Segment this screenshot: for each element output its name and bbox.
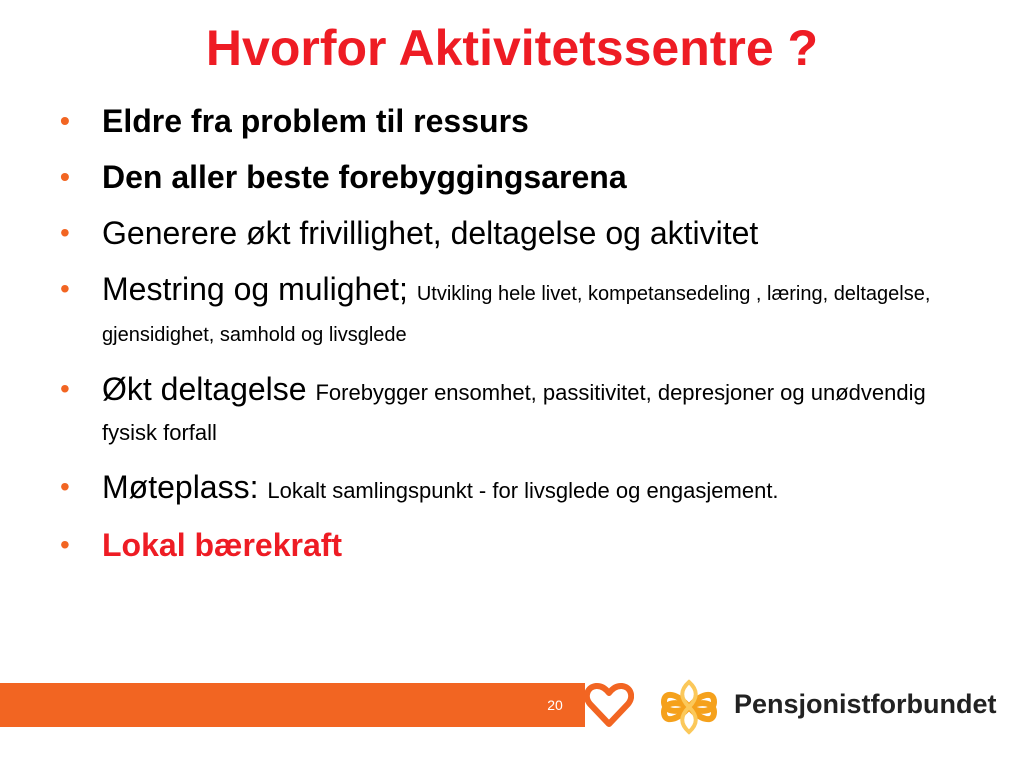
bullet-item xyxy=(60,526,980,564)
bullet-dot-icon: • xyxy=(60,529,70,560)
bullet-text: Mestring og mulighet; xyxy=(102,271,408,307)
footer-bar xyxy=(0,683,585,727)
bullet-item xyxy=(60,468,980,508)
bullet-item xyxy=(60,102,980,140)
bullet-subtext: Lokalt samlingspunkt - for livsglede og engasjement. xyxy=(267,478,779,503)
bullet-text: Den aller beste forebyggingsarena xyxy=(102,159,627,195)
bullet-item xyxy=(60,158,980,196)
bullet-text: Møteplass: xyxy=(102,469,259,505)
bullet-dot-icon: • xyxy=(60,273,70,304)
bullet-item xyxy=(60,214,980,252)
logo-emblem-icon xyxy=(656,676,722,738)
bullet-subtext: Forebygger ensomhet, passitivitet, depresjoner og unødvendig fysisk forfall xyxy=(102,380,926,445)
bullet-subtext: Utvikling hele livet, kompetansedeling , læring, deltagelse, gjensidighet, samhold og livsglede xyxy=(102,283,931,346)
bullet-dot-icon: • xyxy=(60,105,70,136)
slide-title: Hvorfor Aktivitetssentre ? xyxy=(205,20,819,76)
page-number: 20 xyxy=(547,697,563,713)
bullet-text: Lokal bærekraft xyxy=(102,527,343,563)
bullet-dot-icon: • xyxy=(60,373,70,404)
bullet-list xyxy=(60,102,980,582)
organization-name: Pensjonistforbundet xyxy=(734,689,997,719)
bullet-text: Økt deltagelse xyxy=(102,371,307,407)
bullet-dot-icon: • xyxy=(60,161,70,192)
heart-icon xyxy=(584,682,634,728)
bullet-dot-icon: • xyxy=(60,471,70,502)
bullet-text: Generere økt frivillighet, deltagelse og aktivitet xyxy=(102,215,759,251)
bullet-item xyxy=(60,270,980,352)
bullet-item xyxy=(60,370,980,450)
bullet-text: Eldre fra problem til ressurs xyxy=(102,103,529,139)
bullet-dot-icon: • xyxy=(60,217,70,248)
